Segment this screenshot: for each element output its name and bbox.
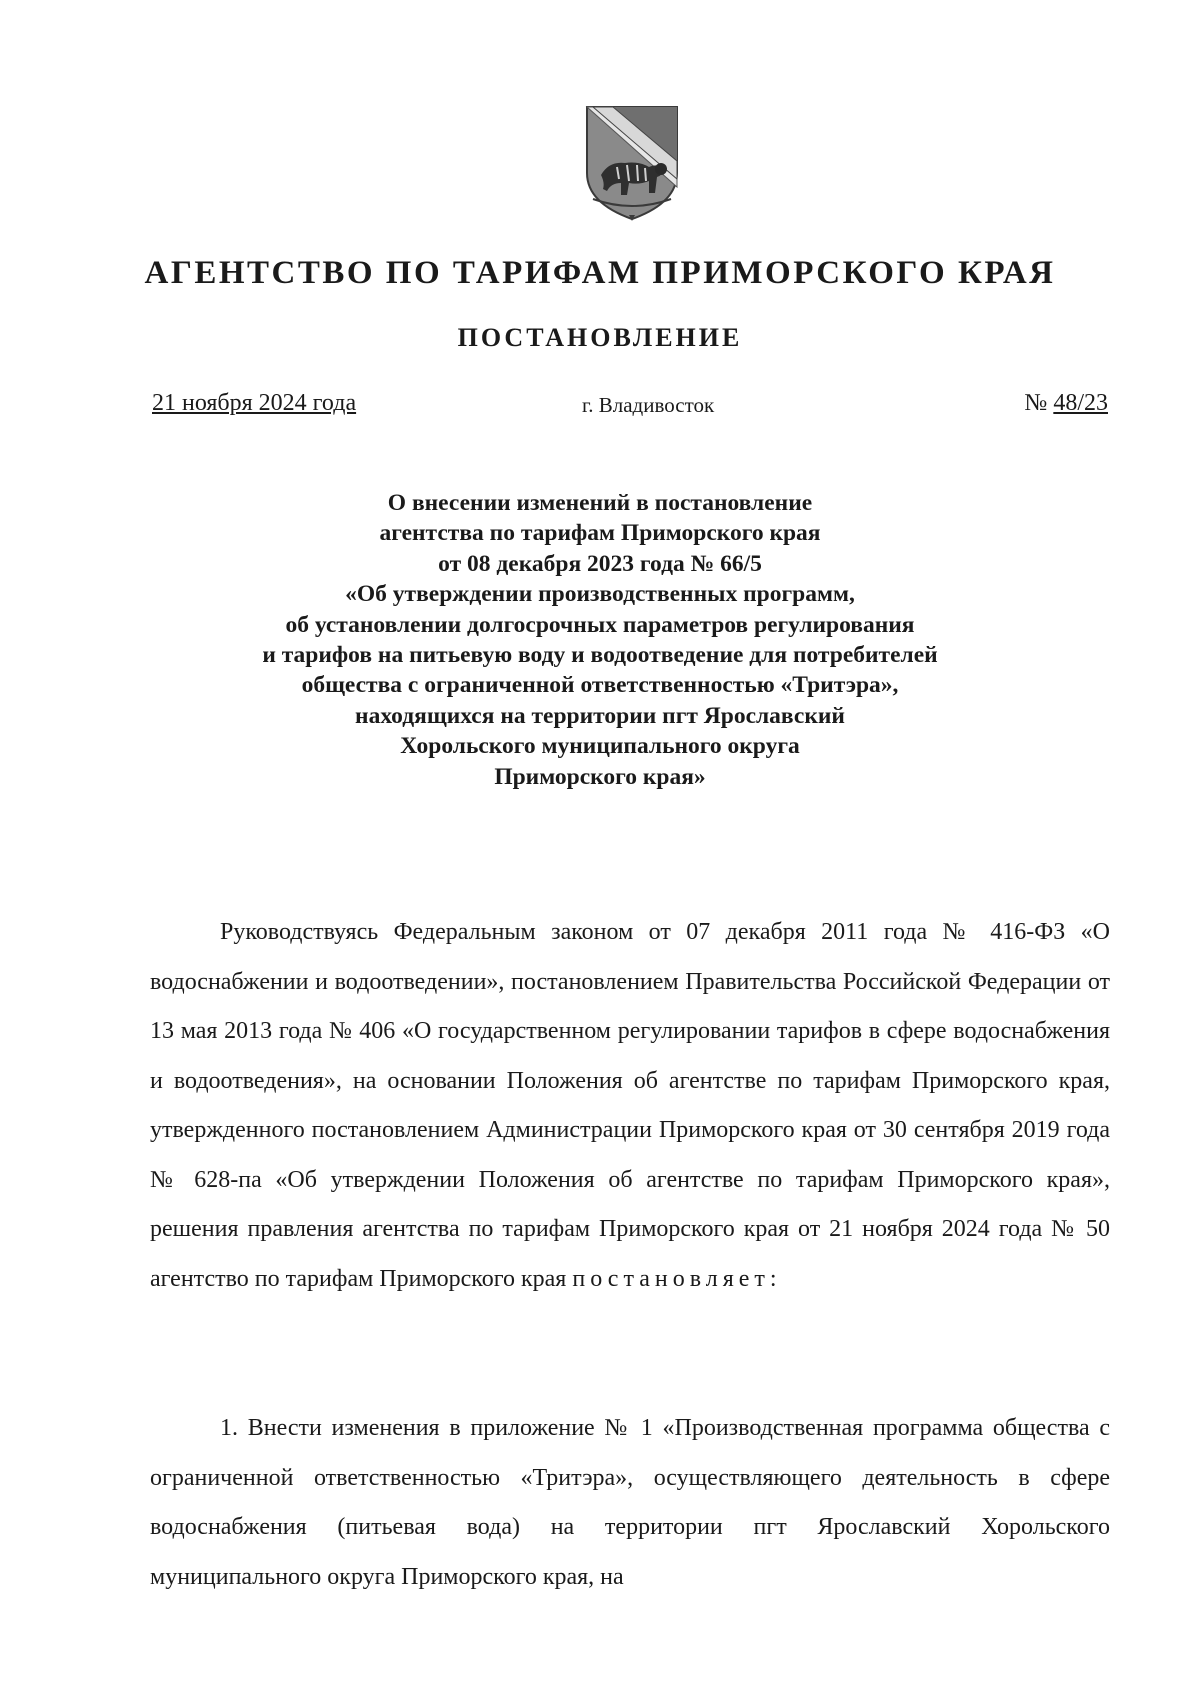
subject-line: агентства по тарифам Приморского края (379, 520, 821, 547)
subject-line: находящихся на территории пгт Ярославский (355, 702, 845, 729)
subject-line: Приморского края» (494, 763, 706, 790)
preamble-paragraph (150, 908, 1110, 1304)
subject-line: общества с ограниченной ответственностью «Тритэра», (301, 672, 899, 699)
number-prefix: № (1024, 390, 1048, 416)
subject-line: и тарифов на питьевую воду и водоотведение для потребителей (262, 642, 938, 669)
document-subject (150, 488, 1050, 792)
document-city: г. Владивосток (582, 393, 715, 417)
subject-line: об установлении долгосрочных параметров регулирования (285, 611, 915, 638)
item-1-paragraph: 1. Внести изменения в приложение № 1 «Производственная программа общества с ограниченной ответственностью «Тритэра», осуществляющего деятельность в сфере водоснабжения (питьевая вода) на территории пгт Ярославский Хорольского муниципального округа Приморского края, на (150, 1415, 1110, 1590)
preamble-text: Руководствуясь Федеральным законом от 07 декабря 2011 года № 416-ФЗ «О водоснабжении и водоотведении», постановлением Правительства Российской Федерации от 13 мая 2013 года № 406 «О государственном регулировании тарифов в сфере водоснабжения и водоотведения», на основании Положения об агентстве по тарифам Приморского края, утвержденного постановлением Администрации Приморского края от 30 сентября 2019 года № 628-па «Об утверждении Положения об агентстве по тарифам Приморского края», решения правления агентства по тарифам Приморского края от 21 ноября 2024 года № 50 агентство по тарифам Приморского края (150, 919, 1110, 1292)
subject-line: «Об утверждении производственных программ, (345, 581, 855, 608)
number-value: 48/23 (1053, 390, 1108, 416)
subject-line: от 08 декабря 2023 года № 66/5 (438, 550, 762, 577)
document-type: ПОСТАНОВЛЕНИЕ (457, 323, 743, 352)
decree-word: постановляет: (572, 1265, 782, 1292)
agency-title: АГЕНТСТВО ПО ТАРИФАМ ПРИМОРСКОГО КРАЯ (144, 255, 1056, 291)
subject-line: Хорольского муниципального округа (400, 733, 800, 760)
subject-line: О внесении изменений в постановление (387, 490, 813, 516)
document-number (1024, 390, 1108, 417)
primorsky-krai-coat-of-arms-icon (583, 103, 681, 221)
document-date: 21 ноября 2024 года (152, 390, 357, 416)
